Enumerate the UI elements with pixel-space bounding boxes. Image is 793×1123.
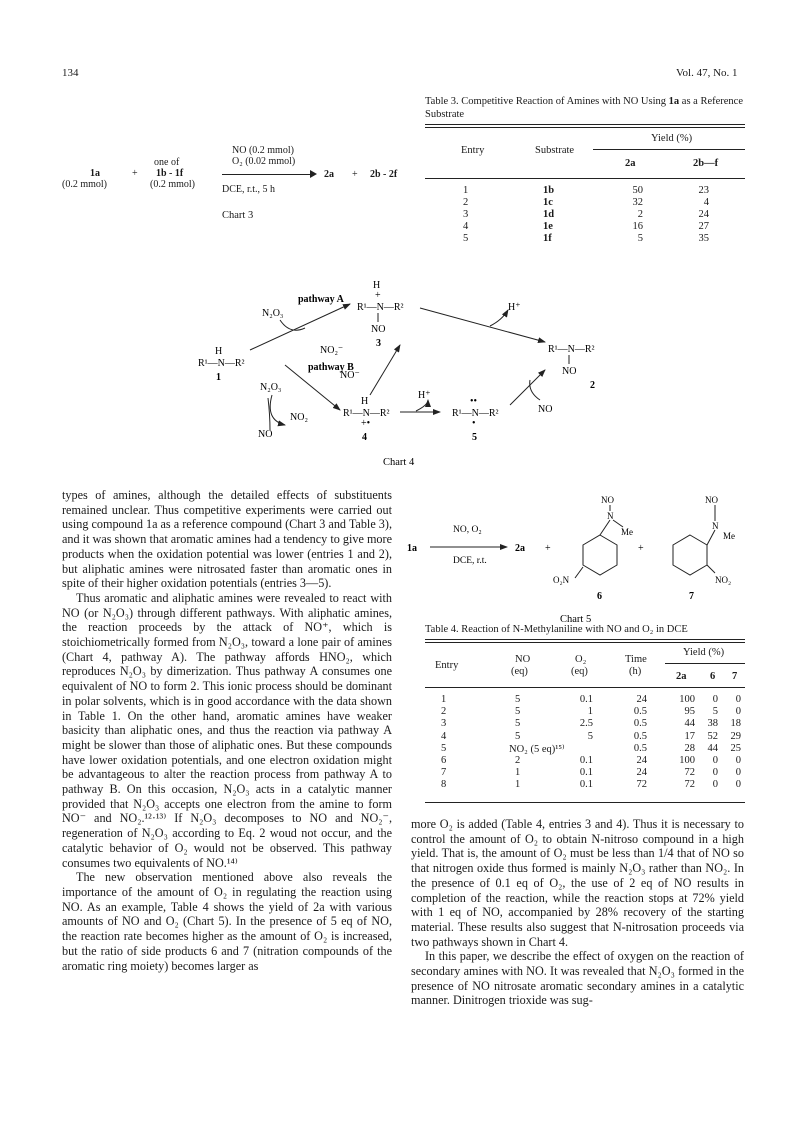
- right-paragraph-2: In this paper, we describe the effect of oxygen on the reaction of secondary amines with NO. It was revealed that N₂O₃ formed in the presence of NO nitrosate aromatic secondary amines in a catalytic manner. Dinitrogen trioxide was sug-: [411, 949, 744, 1008]
- left-paragraph-3: The new observation mentioned above also reveals the importance of the amount of O₂ in regulating the reaction using NO. As an example, Table 4 shows the yield of 2a with various amounts of NO and O₂ (Chart 5). In the presence of 5 eq of NO, the reaction rate becomes higher as the amount of O₂ is increased, but the ratio of side products 6 and 7 (nitration compounds of the aromatic ring moiety) becomes larger as: [62, 870, 392, 973]
- chart3-reactant-1b-1f: 1b - 1f: [156, 168, 184, 179]
- table-row: [425, 197, 745, 209]
- chart3-reagent-o2: O₂ (0.02 mmol): [232, 156, 296, 167]
- table4-cell-entry: 2: [441, 706, 447, 718]
- table4-cell-y6: 38: [707, 718, 718, 730]
- right-column: [411, 817, 744, 1008]
- table3-cell-y2b: 4: [703, 197, 709, 208]
- table3: [425, 128, 745, 278]
- table4-cell-y2a: 17: [684, 730, 695, 742]
- table4-cell-y7: 0: [735, 779, 741, 791]
- table4-cell-entry: 6: [441, 755, 447, 766]
- chart4-label-5: 5: [472, 432, 477, 443]
- table4-cell-entry: 8: [441, 779, 447, 791]
- chart3-product-2b-2f: 2b - 2f: [370, 169, 398, 180]
- table3-yield-rule: [593, 149, 745, 150]
- chart4-no2-minus: NO₂⁻: [320, 345, 344, 356]
- chart3-arrowhead: [310, 170, 317, 178]
- svg-text:NO: NO: [705, 495, 718, 505]
- chart5-conditions: DCE, r.t.: [453, 556, 487, 566]
- chart4-no-minus: NO⁻: [340, 370, 360, 381]
- chart3-product-2a: 2a: [324, 169, 334, 180]
- table4-cell-no: 5: [515, 694, 521, 705]
- svg-text:N: N: [712, 521, 719, 531]
- table3-cell-y2b: 23: [698, 185, 709, 196]
- table4-cell-entry: 5: [441, 742, 447, 754]
- chart4-compound3-h: H: [373, 280, 381, 291]
- table4-header-o2-unit: (eq): [571, 666, 588, 677]
- table4-cell-time: 0.5: [633, 742, 647, 754]
- chart5-reagents: NO, O₂: [453, 525, 482, 535]
- table3-cell-substrate: 1e: [543, 221, 553, 232]
- table4-header-time-unit: (h): [629, 666, 642, 677]
- table4-header-7: 7: [732, 671, 738, 682]
- table4-cell-time: 0.5: [633, 718, 647, 730]
- table3-cell-y2a: 2: [637, 209, 643, 220]
- table3-cell-substrate: 1d: [543, 209, 555, 220]
- table4-cell-o2: 0.1: [579, 694, 593, 705]
- chart4-compound3-plus: +: [375, 290, 381, 301]
- table4-cell-no: NO₂ (5 eq)¹⁵⁾: [509, 743, 565, 755]
- chart5-plus-2: +: [638, 543, 644, 554]
- table4-cell-y7: 0: [735, 706, 741, 718]
- table-row: [425, 209, 745, 221]
- chart3-reactant2-amount: (0.2 mmol): [150, 179, 195, 190]
- chart3-conditions: DCE, r.t., 5 h: [222, 184, 276, 195]
- table4-cell-entry: 1: [441, 694, 447, 705]
- chart5-label-6: 6: [597, 591, 602, 602]
- table3-cell-y2a: 50: [632, 185, 643, 196]
- table4-cell-y7: 0: [735, 755, 741, 766]
- table4-cell-time: 24: [636, 755, 647, 766]
- chart4-no-2: NO: [538, 404, 553, 415]
- table4-cell-y7: 29: [730, 730, 741, 742]
- table-row: [425, 706, 745, 718]
- chart-4: [190, 280, 610, 475]
- table-row: [425, 767, 745, 779]
- chart4-compound2-no: NO: [562, 366, 577, 377]
- table4-cell-no: 5: [515, 730, 521, 742]
- chart4-label-3: 3: [376, 338, 381, 349]
- table3-cell-entry: 1: [463, 185, 469, 196]
- chart4-hplus-1: H⁺: [418, 390, 431, 401]
- table4-cell-y2a: 72: [684, 779, 695, 791]
- chart4-compound4: R¹—N—R²: [343, 408, 390, 419]
- chart5-label-7: 7: [689, 591, 694, 602]
- table4-cell-y2a: 95: [684, 706, 695, 718]
- chart5-compound-7: [673, 495, 735, 585]
- table4-cell-time: 0.5: [633, 706, 647, 718]
- table4-header-no-unit: (eq): [511, 666, 528, 677]
- table4-cell-y6: 44: [707, 742, 718, 754]
- table-row: [425, 755, 745, 767]
- table4-cell-time: 24: [636, 694, 647, 705]
- table4-cell-y7: 18: [730, 718, 741, 730]
- left-paragraph-2: Thus aromatic and aliphatic amines were revealed to react with NO (or N₂O₃) through different pathways. With aliphatic amines, the reaction proceeds by the attack of NO⁺, which is stoichiometrically formed from N₂O₃, toward a lone pair of amines (Chart 4, pathway A). The pathway affords HNO₂, which reproduces N₂O₃ by dimerization. Thus pathway A consumes one equivalent of NO to form 2. This ionic process should be dominant in polar solvents, which is in good accordance with the data shown in Table 1. On the other hand, aromatic amines have weaker basicity than aliphatic ones, and thus the reaction via pathway A might be slower than those of aliphatic ones. But these compounds have lower oxidation potentials, and one electron oxidation might be advantageous to alter the reaction process from pathway A to pathway B. On this occasion, N₂O₃ acts in a catalytic manner provided that N₂O₃ accepts one electron from the amine to form NO⁻ and NO₂.¹²·¹³⁾ If N₂O₃ decomposes to NO and NO₂⁻, regeneration of N₂O₃ according to Eq. 2 woud not occur, and the catalytic behavior of O₂ would not be observed. This pathway consumes two equivalents of NO.¹⁴⁾: [62, 590, 392, 870]
- chart5-caption: Chart 5: [560, 614, 592, 625]
- table4-cell-y2a: 100: [679, 755, 695, 766]
- table3-cell-entry: 3: [463, 209, 469, 220]
- svg-text:Me: Me: [621, 527, 633, 537]
- table3-cell-substrate: 1c: [543, 197, 553, 208]
- table4-cell-y6: 0: [712, 779, 718, 791]
- table4-cell-y7: 25: [730, 742, 741, 754]
- table4-cell-time: 72: [636, 779, 647, 791]
- table3-cell-entry: 2: [463, 197, 469, 208]
- table4-header-6: 6: [710, 671, 716, 682]
- table3-caption: Table 3. Competitive Reaction of Amines with NO Using 1a as a Reference Substrate: [425, 96, 743, 120]
- right-paragraph-1: more O₂ is added (Table 4, entries 3 and 4). Thus it is necessary to control the amount of O₂ to obtain N-nitroso compound in a high yield. That is, the amount of O₂ must be less than 1/4 that of NO so that nitrogen oxide thus formed is mainly N₂O₃ rather than NO₂. In the presence of 0.1 eq of O₂, the use of 2 eq of NO results in completion of the reaction, while the reaction stops at 72% yield with 1 eq of NO, accompanied by 28% recovery of the starting material. These results also suggest that N-nitrosation proceeds via two pathways shown in Chart 4.: [411, 817, 744, 949]
- chart4-compound5: R¹—N—R²: [452, 408, 499, 419]
- chart4-n2o3-a: N₂O₃: [262, 308, 284, 319]
- table4-header-rule: [425, 687, 745, 688]
- table-row: [425, 694, 745, 706]
- table3-cell-y2b: 35: [698, 233, 709, 244]
- table4-cell-o2: 0.1: [579, 767, 593, 779]
- table4-yield-rule: [665, 663, 745, 664]
- svg-text:N: N: [607, 511, 614, 521]
- table3-header-2a: 2a: [625, 158, 636, 169]
- table4-bottom-rule: [425, 802, 745, 803]
- svg-text:Me: Me: [723, 531, 735, 541]
- chart3-one-of: one of: [154, 157, 180, 168]
- table4-cell-no: 1: [515, 767, 521, 779]
- table4-cell-no: 2: [515, 755, 521, 766]
- table3-header-yield: Yield (%): [651, 133, 693, 144]
- table4-cell-y6: 0: [712, 767, 718, 779]
- chart5-compound-6: [553, 495, 633, 585]
- chart3-plus-2: +: [352, 169, 358, 180]
- chart4-n2o3-b: N₂O₃: [260, 382, 282, 393]
- table-row: [425, 779, 745, 791]
- table3-header-substrate: Substrate: [535, 145, 575, 156]
- table4-cell-y6: 0: [712, 694, 718, 705]
- chart-3: [62, 140, 412, 230]
- table3-cell-y2a: 16: [632, 221, 643, 232]
- table4-cell-o2: 2.5: [579, 718, 593, 730]
- chart3-reactant-1a: 1a: [90, 168, 100, 179]
- table4-header-no: NO: [515, 654, 531, 665]
- table4-cell-o2: 1: [587, 706, 593, 718]
- table3-cell-y2b: 27: [698, 221, 709, 232]
- table4-cell-time: 0.5: [633, 730, 647, 742]
- table4-cell-o2: 0.1: [579, 779, 593, 791]
- chart5-reactant-1a: 1a: [407, 543, 417, 554]
- chart4-hplus-2: H⁺: [508, 302, 521, 313]
- table3-header-2b: 2b—f: [693, 158, 719, 169]
- table4-cell-y6: 0: [712, 755, 718, 766]
- table4-header-entry: Entry: [435, 660, 459, 671]
- chart4-compound2: R¹—N—R²: [548, 344, 595, 355]
- table3-cell-entry: 4: [463, 221, 469, 232]
- chart4-compound1: R¹—N—R²: [198, 358, 245, 369]
- chart3-plus: +: [132, 168, 138, 179]
- table4-cell-entry: 3: [441, 718, 447, 730]
- chart5-plus-1: +: [545, 543, 551, 554]
- chart-5: [405, 495, 745, 630]
- chart4-pathway-b: pathway B: [308, 362, 354, 373]
- table3-cell-y2a: 5: [637, 233, 643, 244]
- table4-cell-y6: 52: [707, 730, 718, 742]
- chart3-reagent-no: NO (0.2 mmol): [232, 145, 294, 156]
- table3-cell-y2b: 24: [698, 209, 709, 220]
- table4-cell-no: 5: [515, 718, 521, 730]
- table3-cell-entry: 5: [463, 233, 469, 244]
- table4-caption: Table 4. Reaction of N-Methylaniline with NO and O₂ in DCE: [425, 624, 688, 635]
- table4-header-o2: O₂: [575, 654, 587, 665]
- chart4-compound4-h: H: [361, 396, 369, 407]
- table4-cell-y7: 0: [735, 694, 741, 705]
- table-row: [425, 185, 745, 197]
- table4-header-yield: Yield (%): [683, 647, 725, 658]
- table-row: [425, 221, 745, 233]
- table4-cell-y2a: 72: [684, 767, 695, 779]
- table4-cell-entry: 4: [441, 730, 447, 742]
- table-row: [425, 743, 745, 755]
- table4-cell-no: 1: [515, 779, 521, 791]
- left-column: [62, 488, 392, 973]
- chart4-compound3: R¹—N—R²: [357, 302, 404, 313]
- table4-cell-o2: 5: [587, 730, 593, 742]
- table-row: [425, 731, 745, 743]
- chart3-arrow: [222, 174, 315, 175]
- chart4-compound5-dot: •: [472, 418, 476, 429]
- page-number: 134: [62, 67, 79, 79]
- table4-cell-o2: 0.1: [579, 755, 593, 766]
- table4-header-time: Time: [625, 654, 647, 665]
- chart4-compound4-radical: +•: [361, 418, 371, 429]
- table4-cell-y6: 5: [712, 706, 718, 718]
- chart4-compound1-h: H: [215, 346, 223, 357]
- svg-text:NO₂: NO₂: [715, 575, 732, 585]
- table4-header-2a: 2a: [676, 671, 687, 682]
- chart4-compound3-no: NO: [371, 324, 386, 335]
- table-row: [425, 718, 745, 730]
- table4-cell-no: 5: [515, 706, 521, 718]
- chart5-product-2a: 2a: [515, 543, 525, 554]
- chart4-no-b: NO: [258, 429, 273, 440]
- table3-cell-substrate: 1f: [543, 233, 552, 244]
- chart4-label-4: 4: [362, 432, 367, 443]
- table4-cell-y2a: 28: [684, 742, 695, 754]
- chart3-caption: Chart 3: [222, 210, 254, 221]
- table-row: [425, 233, 745, 245]
- chart3-reactant1-amount: (0.2 mmol): [62, 179, 107, 190]
- left-paragraph-1: types of amines, although the detailed effects of substituents remained unclear. Thus competitive experiments were carried out using compound 1a as a reference compound (Chart 3 and Table 3), and it was shown that aromatic amines had a tendency to give more products when the oxidation potential was lower (entries 1 and 2), but aliphatic amines were nitrosated faster than aromatic ones in spite of their higher oxidation potentials (entries 3—5).: [62, 488, 392, 591]
- svg-text:NO: NO: [601, 495, 614, 505]
- chart4-label-1: 1: [216, 372, 221, 383]
- table4-cell-y7: 0: [735, 767, 741, 779]
- table4-cell-y2a: 100: [679, 694, 695, 705]
- table4-cell-y2a: 44: [684, 718, 695, 730]
- chart4-caption: Chart 4: [383, 457, 415, 468]
- table3-header-rule: [425, 178, 745, 179]
- journal-volume: Vol. 47, No. 1: [676, 67, 738, 79]
- chart4-pathway-a: pathway A: [298, 294, 344, 305]
- table3-cell-substrate: 1b: [543, 185, 555, 196]
- table3-header-entry: Entry: [461, 145, 485, 156]
- chart4-compound5-dots: ••: [470, 396, 478, 407]
- chart4-no2: NO₂: [290, 412, 308, 423]
- svg-text:O₂N: O₂N: [553, 575, 570, 585]
- table3-cell-y2a: 32: [632, 197, 643, 208]
- chart4-label-2: 2: [590, 380, 595, 391]
- table4-cell-entry: 7: [441, 767, 447, 779]
- table4: [425, 643, 745, 803]
- table4-cell-time: 24: [636, 767, 647, 779]
